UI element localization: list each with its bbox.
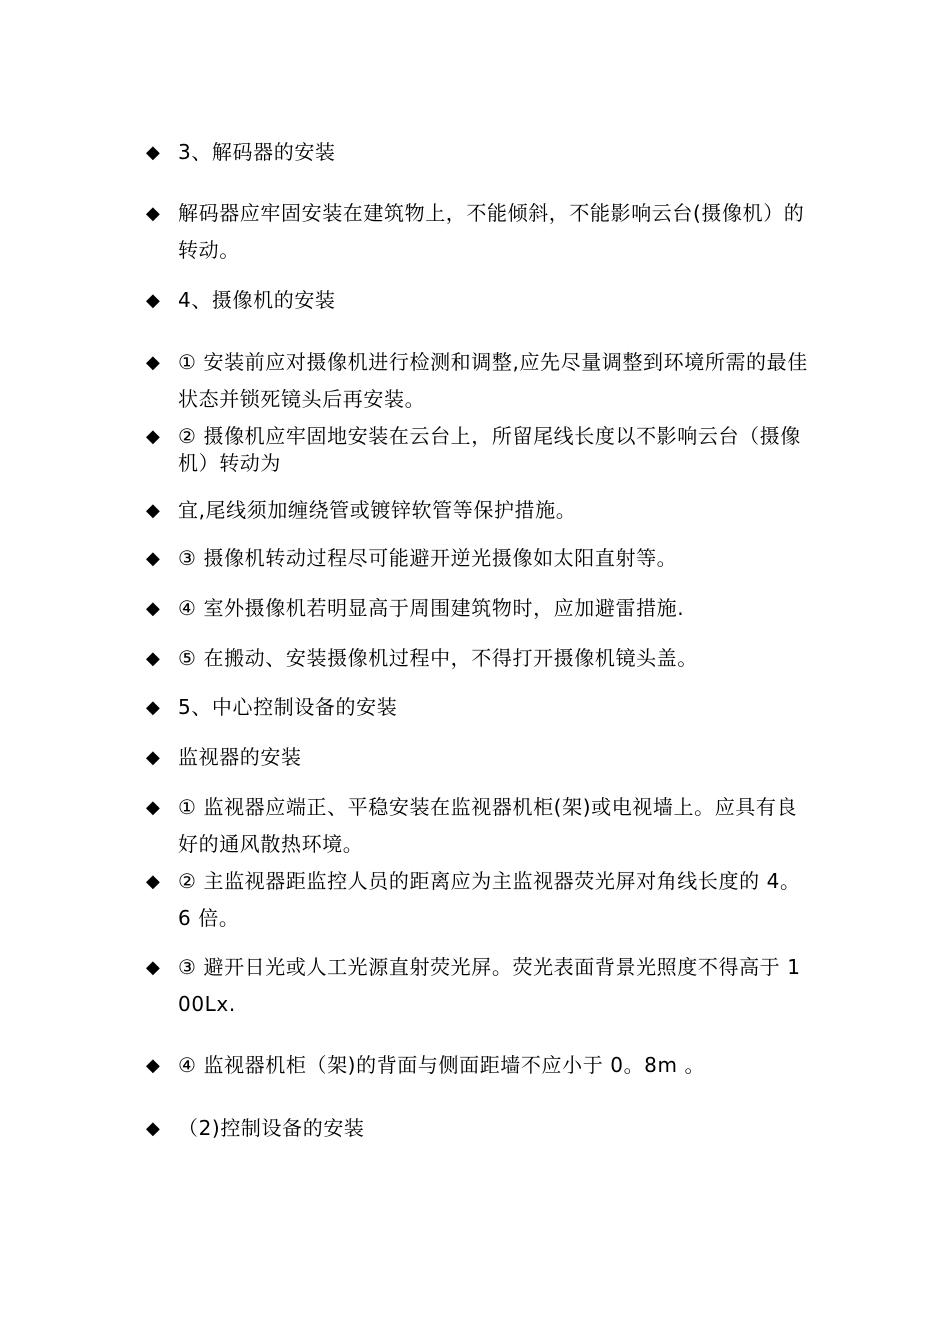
list-item-text: 解码器应牢固安装在建筑物上，不能倾斜，不能影响云台(摄像机）的转动。: [178, 201, 805, 262]
diamond-bullet-icon: ◆: [146, 1118, 160, 1139]
diamond-bullet-icon: ◆: [146, 648, 160, 669]
list-item-text: ③ 避开日光或人工光源直射荧光屏。荧光表面背景光照度不得高于 100Lx.: [178, 955, 801, 1016]
list-item-text: ② 主监视器距监控人员的距离应为主监视器荧光屏对角线长度的 4。6 倍。: [178, 869, 801, 930]
diamond-bullet-icon: ◆: [146, 142, 160, 163]
list-item-text: ① 安装前应对摄像机进行检测和调整,应先尽量调整到环境所需的最佳状态并锁死镜头后再安装。: [178, 350, 808, 411]
diamond-bullet-icon: ◆: [146, 797, 160, 818]
list-item-text: 宜,尾线须加缠绕管或镀锌软管等保护措施。: [178, 498, 577, 522]
list-item-text: （2)控制设备的安装: [178, 1116, 365, 1140]
list-item-text: ⑤ 在搬动、安装摄像机过程中，不得打开摄像机镜头盖。: [178, 646, 698, 670]
list-item-text: ① 监视器应端正、平稳安装在监视器机柜(架)或电视墙上。应具有良好的通风散热环境。: [178, 795, 798, 856]
diamond-bullet-icon: ◆: [146, 548, 160, 569]
list-item-text: ④ 监视器机柜（架)的背面与侧面距墙不应小于 0。8m 。: [178, 1053, 706, 1077]
list-item-text: 5、中心控制设备的安装: [178, 695, 398, 719]
diamond-bullet-icon: ◆: [146, 1055, 160, 1076]
list-item-text: 3、解码器的安装: [178, 140, 336, 164]
diamond-bullet-icon: ◆: [146, 957, 160, 978]
diamond-bullet-icon: ◆: [146, 871, 160, 892]
list-item-text: ④ 室外摄像机若明显高于周围建筑物时，应加避雷措施.: [178, 596, 685, 620]
list-item-text: 监视器的安装: [178, 745, 302, 769]
diamond-bullet-icon: ◆: [146, 697, 160, 718]
list-item-text: ② 摄像机应牢固地安装在云台上，所留尾线长度以不影响云台（摄像机）转动为: [178, 424, 801, 475]
diamond-bullet-icon: ◆: [146, 203, 160, 224]
diamond-bullet-icon: ◆: [146, 598, 160, 619]
list-item-text: 4、摄像机的安装: [178, 288, 336, 312]
diamond-bullet-icon: ◆: [146, 747, 160, 768]
diamond-bullet-icon: ◆: [146, 500, 160, 521]
diamond-bullet-icon: ◆: [146, 352, 160, 373]
diamond-bullet-icon: ◆: [146, 426, 160, 447]
diamond-bullet-icon: ◆: [146, 290, 160, 311]
list-item-text: ③ 摄像机转动过程尽可能避开逆光摄像如太阳直射等。: [178, 546, 678, 570]
